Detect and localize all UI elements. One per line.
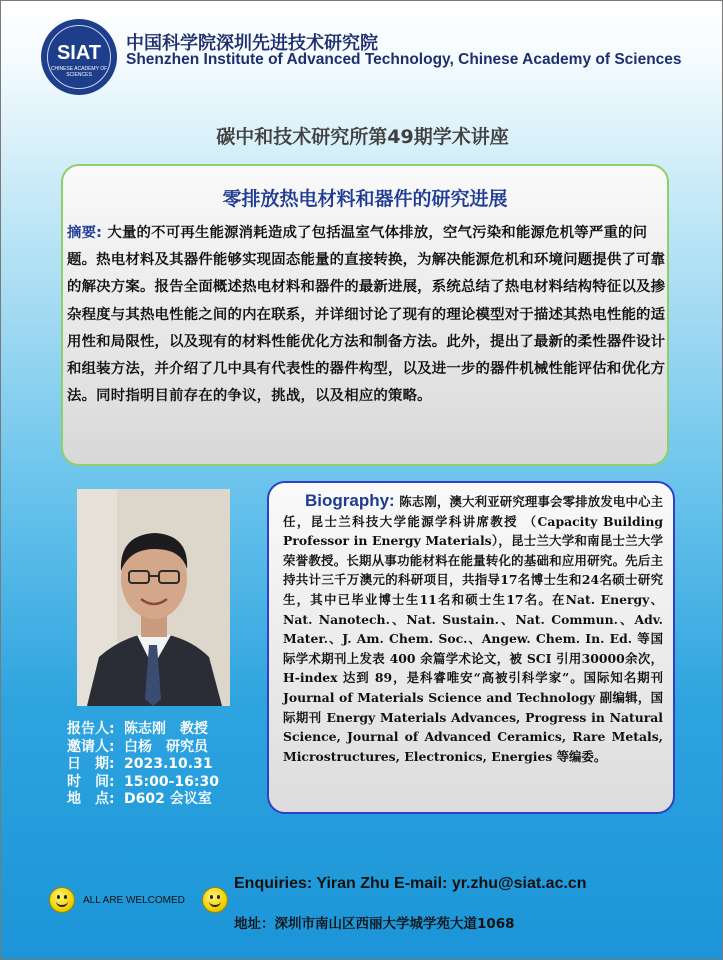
venue-address: 地址：深圳市南山区西丽大学城学苑大道1068: [234, 916, 515, 932]
event-info: [67, 721, 219, 809]
biography-panel: [267, 481, 675, 814]
enquiries-contact: Enquiries: Yiran Zhu E-mail: yr.zhu@siat.ac.cn: [234, 875, 587, 892]
abstract-text: [67, 220, 667, 410]
abstract-body: 大量的不可再生能源消耗造成了包括温室气体排放，空气污染和能源危机等严重的问题。热电材料及其器件能够实现固态能量的直接转换，为解决能源危机和环境问题提供了可靠的解决方案。报告全面概述热电材料和器件的最新进展，系统总结了热电材料结构特征以及掺杂程度与其热电性能之间的内在联系，并详细讨论了现有的理论模型对于描述其热电性能的适用性和局限性，以及现有的材料性能优化方法和制备方法。此外，提出了最新的柔性器件设计和组装方法，并介绍了几中具有代表性的器件构型，以及进一步的器件机械性能评估和优化方法。同时指明目前存在的争议，挑战，以及相应的策略。: [67, 225, 666, 405]
biography-body: 陈志刚，澳大利亚研究理事会零排放发电中心主任，昆士兰科技大学能源学科讲席教授 （Capacity Building Professor in Energy Materials），昆士兰大学和南昆士兰大学荣誉教授。长期从事功能材料在能量转化的基础和应用研究。先后主持共计三千万澳元的科研项目，共指导17名博士生和24名硕士研究生，其中已毕业博士生11名和硕士生17名。在Nat. Energy、Nat. Nanotech.、Nat. Sustain.、Nat. Commun.、Adv. Mater.、J. Am. Chem. Soc.、Angew. Chem. In. Ed. 等国际学术期刊上发表 400 余篇学术论文，被 SCI 引用30000余次，H-index 达到 89，是科睿唯安“高被引科学家”。国际知名期刊Journal of Materials Science and Technology 副编辑，国际期刊 Energy Materials Advances, Progress in Natural Science, Journal of Advanced Ceramics, Rare Metals, Microstructures, Electronics, Energies 等编委。: [283, 494, 663, 764]
logo-text: SIAT: [56, 42, 102, 64]
info-time: 时 间: 15:00-16:30: [67, 773, 219, 790]
siat-logo: [41, 19, 117, 95]
welcome-text: ALL ARE WELCOMED: [83, 895, 185, 906]
info-speaker: 报告人: 陈志刚 教授: [67, 721, 208, 737]
abstract-panel: [61, 164, 669, 466]
talk-title: 零排放热电材料和器件的研究进展: [222, 188, 508, 210]
biography-label: Biography:: [305, 491, 395, 510]
abstract-label: 摘要:: [67, 225, 103, 241]
institute-name-en: Shenzhen Institute of Advanced Technology, Chinese Academy of Sciences: [126, 51, 682, 68]
logo-subtext: CHINESE ACADEMY OF SCIENCES: [50, 66, 108, 78]
biography-text: [283, 491, 663, 766]
smiley-icon: [49, 887, 75, 913]
smiley-icon: [202, 887, 228, 913]
speaker-photo: [77, 489, 230, 706]
info-location: 地 点: D602 会议室: [67, 791, 212, 808]
info-host: 邀请人: 白杨 研究员: [67, 738, 208, 755]
institute-name-cn: 中国科学院深圳先进技术研究院: [126, 33, 378, 54]
lecture-series-title: 碳中和技术研究所第49期学术讲座: [216, 126, 509, 148]
info-date: 日 期: 2023.10.31: [67, 756, 213, 773]
